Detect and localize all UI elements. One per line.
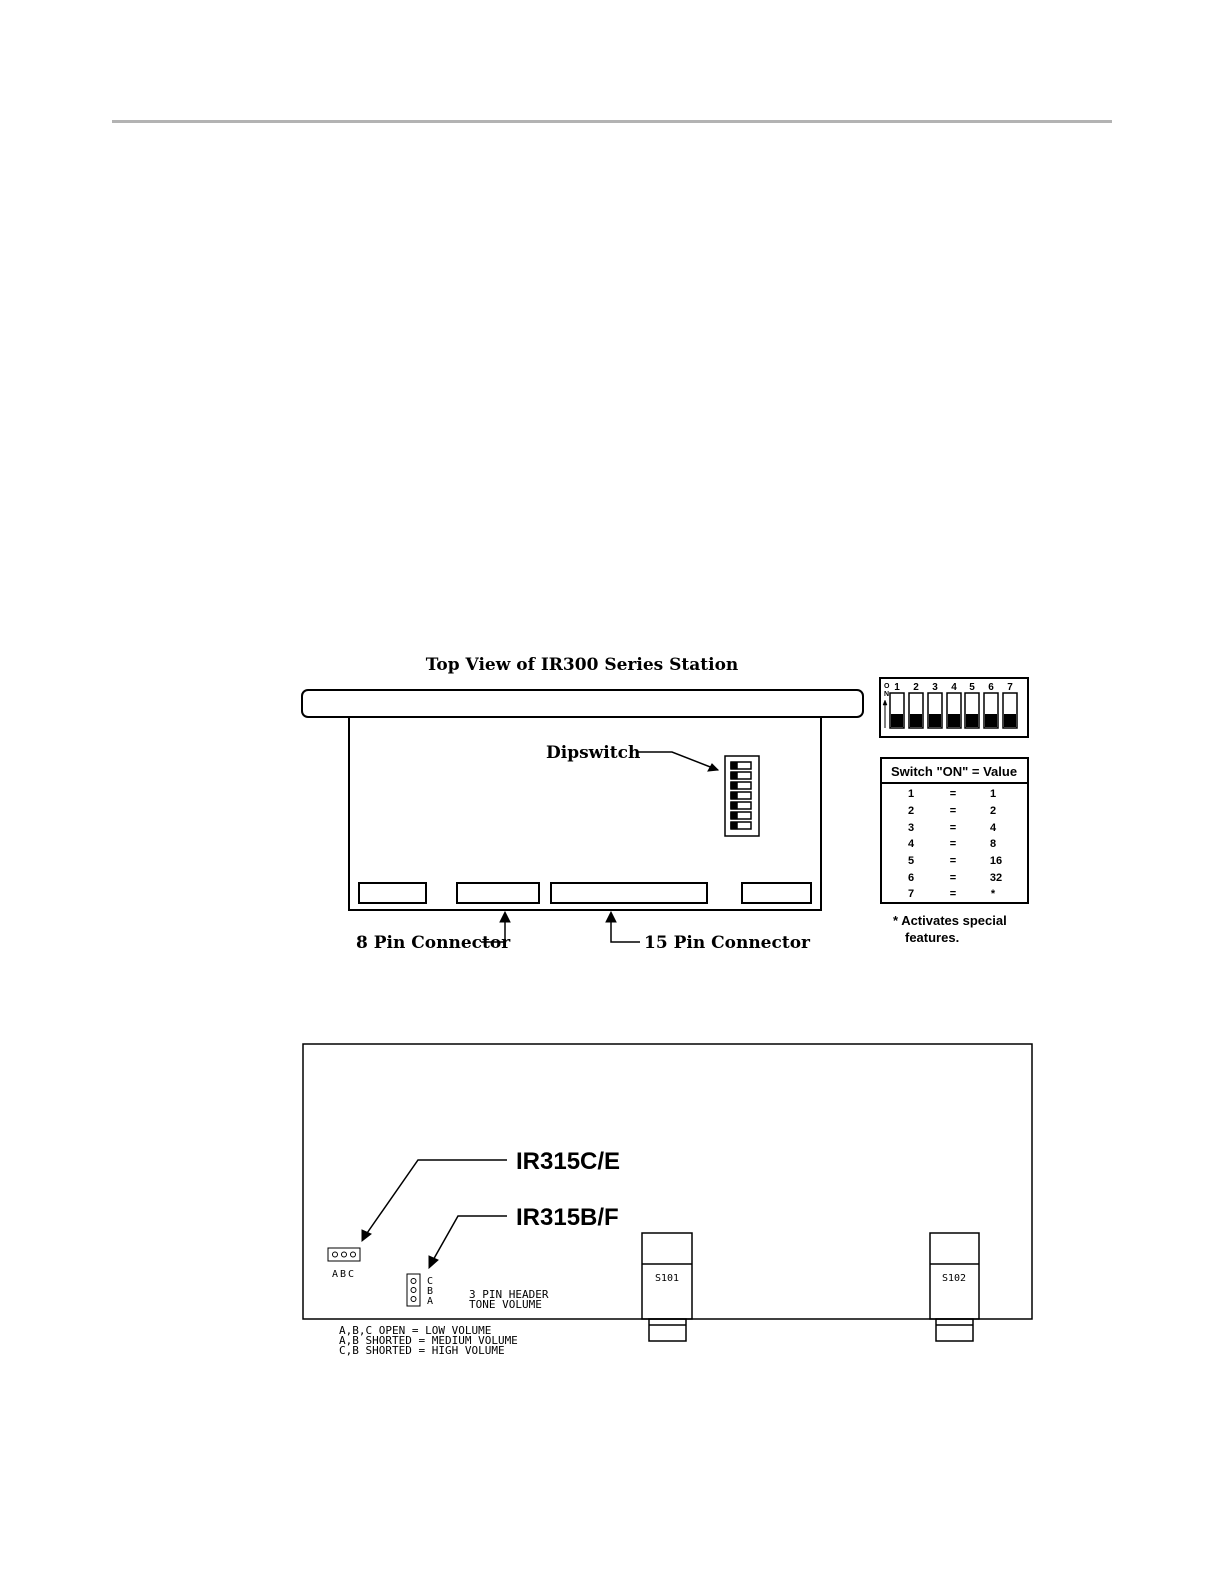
header-pin-a: A bbox=[427, 1296, 434, 1307]
table-eq-6: = bbox=[949, 872, 957, 884]
dip-knob-4 bbox=[948, 714, 960, 727]
dip-number-3: 3 bbox=[932, 682, 938, 693]
dip-knob-6 bbox=[985, 714, 997, 727]
table-switch-4: 4 bbox=[907, 838, 915, 850]
table-eq-1: = bbox=[949, 788, 957, 800]
dip-number-1: 1 bbox=[894, 682, 900, 693]
connector-15-label: 15 Pin Connector bbox=[644, 933, 810, 953]
volume-note-medium: A,B SHORTED = MEDIUM VOLUME bbox=[339, 1334, 518, 1347]
header-horizontal bbox=[328, 1248, 360, 1261]
dip-on-o: O bbox=[884, 683, 890, 690]
switch-s102 bbox=[930, 1233, 979, 1341]
top-view-diagram bbox=[302, 655, 1028, 953]
switch-value-table bbox=[881, 758, 1028, 945]
dipswitch-leader bbox=[636, 752, 718, 770]
dip-number-2: 2 bbox=[913, 682, 919, 693]
switch-s101 bbox=[642, 1233, 692, 1341]
table-switch-5: 5 bbox=[907, 855, 915, 867]
table-switch-2: 2 bbox=[907, 805, 915, 817]
ir315bf-arrowhead bbox=[429, 1256, 438, 1268]
header-vertical bbox=[407, 1274, 420, 1306]
switch-s101-label: S101 bbox=[654, 1273, 680, 1284]
dip-number-4: 4 bbox=[951, 682, 957, 693]
dip-number-7: 7 bbox=[1007, 682, 1013, 693]
dipswitch-label: Dipswitch bbox=[546, 743, 641, 763]
table-switch-7: 7 bbox=[907, 888, 915, 900]
table-eq-7: = bbox=[949, 888, 957, 900]
table-value-4: 8 bbox=[989, 838, 997, 850]
connector-15-pin bbox=[551, 883, 707, 903]
header-title-line1: 3 PIN HEADER bbox=[469, 1288, 549, 1301]
table-eq-4: = bbox=[949, 838, 957, 850]
table-value-6: 32 bbox=[989, 872, 1003, 884]
dip-number-5: 5 bbox=[969, 682, 975, 693]
ir315ce-label: IR315C/E bbox=[516, 1148, 621, 1175]
connector-8-pin bbox=[457, 883, 539, 903]
connector-15-arrowhead bbox=[606, 912, 616, 922]
station-lid bbox=[302, 690, 863, 717]
dip-switch-detail bbox=[880, 678, 1028, 737]
table-value-3: 4 bbox=[989, 822, 997, 834]
dipswitch-arrowhead bbox=[708, 764, 718, 771]
ir315ce-arrowhead bbox=[362, 1230, 371, 1241]
dip-on-arrowhead bbox=[883, 700, 887, 705]
connector-slot-right bbox=[742, 883, 811, 903]
dip-knob-1 bbox=[891, 714, 903, 727]
table-eq-5: = bbox=[949, 855, 957, 867]
ir315ce-leader bbox=[365, 1160, 507, 1236]
switch-s102-label: S102 bbox=[941, 1273, 967, 1284]
ir315bf-leader bbox=[432, 1216, 507, 1262]
page-top-rule bbox=[112, 120, 1112, 123]
dip-knob-7 bbox=[1004, 714, 1016, 727]
dip-number-6: 6 bbox=[988, 682, 994, 693]
header-title-line2: TONE VOLUME bbox=[469, 1298, 542, 1311]
table-value-1: 1 bbox=[989, 788, 997, 800]
table-switch-6: 6 bbox=[907, 872, 915, 884]
dip-knob-2 bbox=[910, 714, 922, 727]
table-value-5: 16 bbox=[989, 855, 1003, 867]
table-value-2: 2 bbox=[989, 805, 997, 817]
table-switch-3: 3 bbox=[907, 822, 915, 834]
board-dipswitch bbox=[725, 756, 759, 836]
dip-knob-5 bbox=[966, 714, 978, 727]
dip-on-n: N bbox=[884, 691, 890, 698]
connector-slot-left bbox=[359, 883, 426, 903]
dip-knob-3 bbox=[929, 714, 941, 727]
table-value-7: * bbox=[990, 888, 996, 900]
header-horizontal-pins: ABC bbox=[331, 1269, 357, 1280]
table-footnote-line2: features. bbox=[905, 930, 960, 945]
top-view-title: Top View of IR300 Series Station bbox=[425, 655, 739, 675]
ir315bf-label: IR315B/F bbox=[516, 1204, 619, 1231]
table-eq-2: = bbox=[949, 805, 957, 817]
header-pin-b: B bbox=[427, 1286, 434, 1297]
table-footnote-line1: * Activates special bbox=[893, 913, 1007, 928]
volume-note-low: A,B,C OPEN = LOW VOLUME bbox=[339, 1324, 492, 1337]
board-volume-diagram bbox=[303, 1044, 1032, 1357]
table-eq-3: = bbox=[949, 822, 957, 834]
connector-8-arrowhead bbox=[500, 912, 510, 922]
connector-15-leader bbox=[611, 914, 640, 942]
connector-8-label: 8 Pin Connector bbox=[356, 933, 511, 953]
volume-note-high: C,B SHORTED = HIGH VOLUME bbox=[339, 1344, 505, 1357]
switch-table-header: Switch "ON" = Value bbox=[890, 764, 1018, 779]
header-pin-c: C bbox=[427, 1276, 434, 1287]
table-switch-1: 1 bbox=[907, 788, 915, 800]
